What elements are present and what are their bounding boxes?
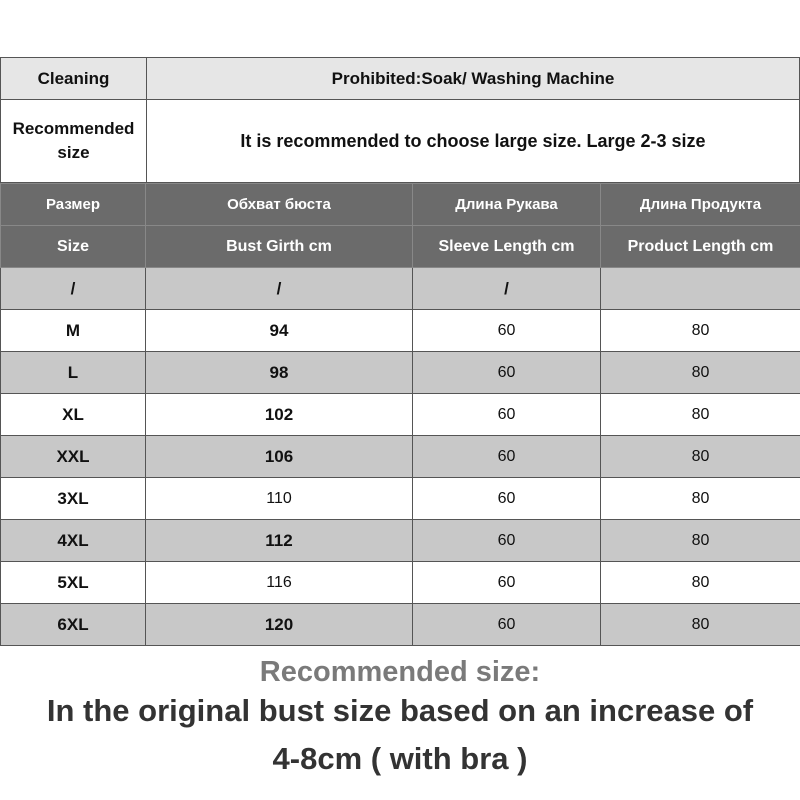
header-ru-length: Длина Продукта [601, 184, 800, 226]
sleeve-cell: 60 [413, 352, 601, 394]
length-cell: 80 [601, 436, 800, 478]
table-row [1, 520, 800, 562]
header-row-en [1, 226, 800, 268]
table-row [1, 310, 800, 352]
cleaning-row [1, 58, 800, 100]
header-en-bust: Bust Girth cm [146, 226, 413, 268]
size-cell: L [1, 352, 146, 394]
recommended-label-line1: Recommended [12, 119, 135, 138]
blank-cell [601, 268, 800, 310]
cleaning-label: Cleaning [1, 58, 147, 100]
length-cell: 80 [601, 394, 800, 436]
size-cell: XXL [1, 436, 146, 478]
table-row [1, 478, 800, 520]
table-row [1, 352, 800, 394]
recommendation-note [0, 655, 800, 779]
header-ru-size: Размер [1, 184, 146, 226]
note-line1: In the original bust size based on an increase of [46, 693, 754, 728]
sleeve-cell: 60 [413, 436, 601, 478]
blank-cell: / [146, 268, 413, 310]
header-en-length: Product Length cm [601, 226, 800, 268]
sleeve-cell: 60 [413, 310, 601, 352]
blank-cell: / [413, 268, 601, 310]
blank-cell: / [1, 268, 146, 310]
sleeve-cell: 60 [413, 562, 601, 604]
size-cell: 5XL [1, 562, 146, 604]
size-cell: M [1, 310, 146, 352]
info-table [0, 57, 800, 183]
recommended-value: It is recommended to choose large size. Large 2-3 size [147, 100, 800, 183]
bust-cell: 94 [146, 310, 413, 352]
bust-cell: 98 [146, 352, 413, 394]
length-cell: 80 [601, 352, 800, 394]
bust-cell: 112 [146, 520, 413, 562]
note-line2: 4-8cm ( with bra ) [272, 741, 528, 776]
length-cell: 80 [601, 310, 800, 352]
length-cell: 80 [601, 562, 800, 604]
length-cell: 80 [601, 520, 800, 562]
recommended-row [1, 100, 800, 183]
sleeve-cell: 60 [413, 394, 601, 436]
blank-row [1, 268, 800, 310]
size-table [0, 183, 800, 646]
size-cell: 4XL [1, 520, 146, 562]
header-ru-sleeve: Длина Рукава [413, 184, 601, 226]
sleeve-cell: 60 [413, 604, 601, 646]
size-chart [0, 57, 800, 646]
bust-cell: 106 [146, 436, 413, 478]
bust-cell: 110 [146, 478, 413, 520]
bust-cell: 116 [146, 562, 413, 604]
header-en-sleeve: Sleeve Length cm [413, 226, 601, 268]
sleeve-cell: 60 [413, 478, 601, 520]
table-row [1, 562, 800, 604]
size-cell: 6XL [1, 604, 146, 646]
table-row [1, 394, 800, 436]
size-cell: XL [1, 394, 146, 436]
size-cell: 3XL [1, 478, 146, 520]
table-row [1, 604, 800, 646]
recommended-label-line2: size [57, 143, 90, 162]
table-row [1, 436, 800, 478]
header-en-size: Size [1, 226, 146, 268]
length-cell: 80 [601, 604, 800, 646]
cleaning-value: Prohibited:Soak/ Washing Machine [147, 58, 800, 100]
header-ru-bust: Обхват бюста [146, 184, 413, 226]
bust-cell: 120 [146, 604, 413, 646]
note-title: Recommended size: [259, 656, 541, 688]
sleeve-cell: 60 [413, 520, 601, 562]
header-row-ru [1, 184, 800, 226]
length-cell: 80 [601, 478, 800, 520]
recommended-label [1, 100, 147, 183]
bust-cell: 102 [146, 394, 413, 436]
